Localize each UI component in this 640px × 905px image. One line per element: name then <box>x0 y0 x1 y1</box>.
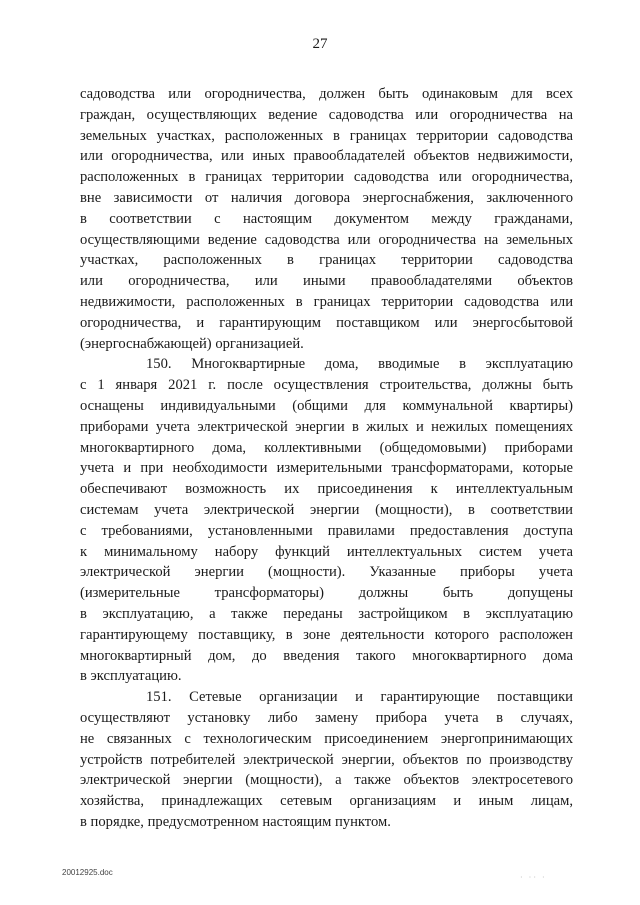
text-line: гарантирующему поставщику, в зоне деятельности которого расположен <box>80 626 573 643</box>
scan-mark: · ·· · <box>520 873 547 882</box>
text-line: устройств потребителей электрической энергии, объектов по производству <box>80 751 573 768</box>
footer-filename: 20012925.doc <box>62 868 113 877</box>
text-line: в порядке, предусмотренном настоящим пунктом. <box>80 813 391 830</box>
text-line: в эксплуатацию. <box>80 668 182 685</box>
text-line: многоквартирный дом, до введения такого многоквартирного дома <box>80 647 573 664</box>
text-line: граждан, осуществляющих ведение садоводства или огородничества на <box>80 106 573 123</box>
text-line: хозяйства, принадлежащих сетевым организациям и иным лицам, <box>80 793 573 810</box>
text-line: (измерительные трансформаторы) должны быть допущены <box>80 585 573 602</box>
text-line: расположенных в границах территории садоводства или огородничества, <box>80 169 573 186</box>
text-line: осуществляющими ведение садоводства или огородничества на земельных <box>80 231 573 248</box>
text-line: или огородничества, или иных правообладателей объектов недвижимости, <box>80 148 573 165</box>
text-line: садоводства или огородничества, должен быть одинаковым для всех <box>80 86 573 102</box>
text-line: недвижимости, расположенных в границах территории садоводства или <box>80 293 573 310</box>
text-line: электрической энергии (мощности). Указанные приборы учета <box>80 564 573 581</box>
body-text <box>80 84 573 833</box>
text-line: огородничества, и гарантирующим поставщиком или энергосбытовой <box>80 314 573 331</box>
paragraph-150 <box>80 354 573 687</box>
text-line: или огородничества, или иными правообладателями объектов <box>80 273 573 290</box>
text-line: в соответствии с настоящим документом между гражданами, <box>80 210 573 227</box>
paragraph-continuation <box>80 84 573 354</box>
paragraph-151 <box>80 687 573 833</box>
text-line: к минимальному набору функций интеллектуальных систем учета <box>80 543 573 560</box>
text-line: участках, расположенных в границах территории садоводства <box>80 252 573 269</box>
text-line: многоквартирного дома, коллективными (общедомовыми) приборами <box>80 439 573 456</box>
text-line: обеспечивают возможность их присоединения к интеллектуальным <box>80 481 573 498</box>
text-line: не связанных с технологическим присоединением энергопринимающих <box>80 730 573 747</box>
text-line: вне зависимости от наличия договора энергоснабжения, заключенного <box>80 189 573 206</box>
text-line: осуществляют установку либо замену прибора учета в случаях, <box>80 709 573 726</box>
paragraph-first-line: 150. Многоквартирные дома, вводимые в эксплуатацию <box>146 356 573 373</box>
text-line: учета и при необходимости измерительными трансформаторами, которые <box>80 460 573 477</box>
text-line: (энергоснабжающей) организацией. <box>80 335 304 352</box>
text-line: в эксплуатацию, а также переданы застройщиком в эксплуатацию <box>80 605 573 622</box>
text-line: с 1 января 2021 г. после осуществления строительства, должны быть <box>80 377 573 394</box>
text-line: приборами учета электрической энергии в жилых и нежилых помещениях <box>80 418 573 435</box>
text-line: с требованиями, установленными правилами предоставления доступа <box>80 522 573 539</box>
paragraph-first-line: 151. Сетевые организации и гарантирующие поставщики <box>146 689 573 706</box>
text-line: системам учета электрической энергии (мощности), в соответствии <box>80 501 573 518</box>
text-line: электрической энергии (мощности), а также объектов электросетевого <box>80 772 573 789</box>
text-line: оснащены индивидуальными (общими для коммунальной квартиры) <box>80 397 573 414</box>
page-number: 27 <box>312 36 328 52</box>
text-line: земельных участках, расположенных в границах территории садоводства <box>80 127 573 144</box>
